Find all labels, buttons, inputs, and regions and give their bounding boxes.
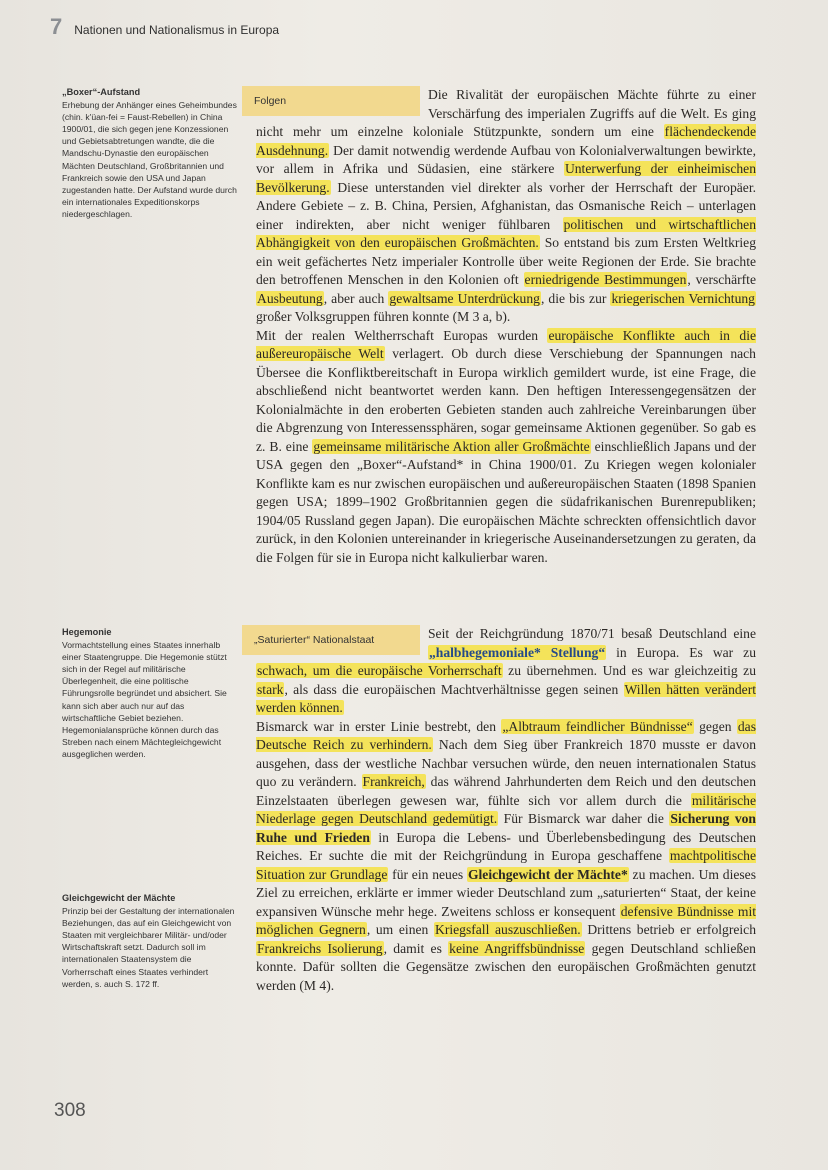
text-run: gegen — [693, 718, 737, 734]
glossary-text: Erhebung der Anhänger eines Geheimbundes (chin. k'üan-fei = Faust-Rebellen) in China 1900/01, die sich gegen jene Konzessionen und Gebietsabtretungen wandte, die die Mandschu-Dynastie den europäischen Mächten Deutschland, Großbritannien und Frankreich sowie den USA und Japan zugestanden hatte. Der Aufstand wurde durch ein internationales Expeditionskorps niedergeschlagen. — [62, 100, 237, 219]
text-run: , damit es — [383, 940, 449, 956]
highlighted-text: militärische Niederlage gegen Deutschland gedemütigt. — [256, 792, 756, 826]
highlighted-text: kriegerischen Vernichtung — [611, 290, 755, 306]
page-number: 308 — [54, 1100, 86, 1121]
text-run: , als dass die europäischen Machtverhältnisse gegen seinen — [284, 681, 624, 697]
glossary-hegemonie — [62, 626, 240, 760]
glossary-text: Prinzip bei der Gestaltung der internationalen Beziehungen, das auf ein Gleichgewicht von Staaten mit vergleichbarer Militär- und/oder Wirtschaftskraft setzt. Dadurch soll im internationalen Staatensystem die Vorherrschaft eines Staates verhindert werden, s. auch S. 172 ff. — [62, 906, 235, 989]
text-run: , verschärfte — [687, 272, 756, 287]
highlighted-text: flächendeckende Ausdehnung. — [256, 124, 756, 158]
highlighted-text: stark — [257, 681, 284, 697]
paragraph — [256, 86, 756, 327]
highlighted-text: Gleichgewicht der Mächte* — [467, 866, 628, 882]
text-run: gegen Deutschland schließen konnte. Dafür sollten die Gegensätze zwischen den europäischen Großmächten genutzt werden (M 4). — [256, 940, 756, 993]
glossary-gleichgewicht — [62, 892, 240, 990]
glossary-term: Hegemonie — [62, 627, 112, 637]
text-run: Drittens betrieb er erfolgreich — [581, 922, 756, 937]
text-run: das während Jahrhunderten dem Reich und den deutschen Einzelstaaten überlegen gewesen war, fühlte sich vor allem durch die — [256, 774, 756, 808]
text-run: , um einen — [366, 922, 434, 937]
paragraph — [256, 718, 756, 996]
text-run: Für Bismarck war daher die — [498, 811, 670, 826]
glossary-term: „Boxer“-Aufstand — [62, 87, 141, 97]
glossary-term: Gleichgewicht der Mächte — [62, 893, 176, 903]
text-run: Seit der Reichgründung 1870/71 besaß Deutschland eine — [428, 626, 756, 641]
marginal-heading-folgen: Folgen — [242, 86, 420, 116]
highlighted-text: Willen hätten verändert werden können. — [256, 681, 756, 715]
text-run: einschließlich Japans und der USA gegen den „Boxer“-Aufstand* in China 1900/01. Zu Kriegen wegen kolonialer Konflikte kam es nur zwischen europäischen und außereuropäischen Staaten (1898 Spanien gegen USA; 1899–1902 Großbritannien gegen die südafrikanischen Burenrepubliken; 1904/05 Russland gegen Japan). Die europäischen Mächte schreckten offensichtlich davor zurück, in den Kolonien untereinander in kriegerische Auseinandersetzungen zu geraten, da die Folgen für sie in Europa nicht kalkulierbar waren. — [256, 438, 756, 565]
highlighted-text: Frankreichs Isolierung — [257, 940, 383, 956]
text-run: , die bis zur — [540, 290, 611, 306]
highlighted-text: Unterwerfung der einheimischen Bevölkerung. — [256, 161, 757, 195]
glossary-text: Vormachtstellung eines Staates innerhalb einer Staatengruppe. Die Hegemonie stützt sich in der Regel auf militärische Überlegenheit, die eine politische Führungsrolle begründet und absichert. Sie kann sich aber auch nur auf das wirtschaftliche Gebiet beziehen. Hegemonialansprüche können durch das Streben nach einem Mächtegleichgewicht ausgeglichen werden. — [62, 640, 227, 759]
page-header — [50, 14, 279, 40]
text-run: Diese unterstanden viel direkter als vorher der Herrschaft der Europäer. Andere Gebiete – z. B. China, Persien, Afghanistan, das Osmanische Reich – unterlagen einer indirekten, aber nicht weniger fühlbaren — [256, 179, 756, 232]
text-run: Nach dem Sieg über Frankreich 1870 musste er davon ausgehen, dass der westliche Nachbar versuchen würde, den neuen internationalen Status quo zu verändern. — [256, 737, 756, 789]
text-run: großer Volksgruppen führen konnte (M 3 a, b). — [256, 309, 511, 324]
highlighted-text: „halbhegemoniale* Stellung“ — [429, 644, 606, 660]
highlighted-text: gewaltsame Unterdrückung — [389, 290, 540, 306]
text-run: zu übernehmen. Und es war gleichzeitig zu — [502, 663, 757, 678]
text-run: in Europa die Lebens- und Überlebensbedingung des Deutschen Reiches. Er suchte die mit der Reichgründung in Europa geschaffene — [256, 829, 756, 863]
section-folgen — [256, 86, 756, 567]
text-run: So entstand bis zum Ersten Weltkrieg ein weit gefächertes Netz imperialer Kontrolle über weite Regionen der Erde. Sie brachte den betroffenen Menschen in den Kolonien oft — [256, 235, 756, 287]
text-run: für ein neues — [388, 866, 467, 882]
text-run: Mit der realen Weltherrschaft Europas wurden — [256, 327, 548, 343]
highlighted-text: das Deutsche Reich zu verhindern. — [256, 718, 756, 752]
text-run: in Europa. Es war zu — [606, 644, 756, 660]
text-run: , aber auch — [323, 290, 389, 306]
highlighted-text: politischen und wirtschaftlichen Abhängigkeit von den europäischen Großmächten. — [256, 216, 756, 250]
paragraph — [256, 327, 756, 568]
text-run: Bismarck war in erster Linie bestrebt, den — [256, 718, 502, 734]
glossary-boxer-aufstand — [62, 86, 240, 220]
section-saturierter-nationalstaat — [256, 625, 756, 995]
highlighted-text: Sicherung von Ruhe und Frieden — [256, 811, 756, 845]
highlighted-text: Kriegsfall auszuschließen. — [435, 922, 581, 937]
chapter-number: 7 — [50, 14, 63, 39]
text-run: zu machen. Um dieses Ziel zu erreichen, erklärte er immer wieder Deutschland zum „saturierten“ Staat, der keine expansiven Wünsche mehr hege. Zweitens schloss er konsequent — [256, 866, 756, 919]
highlighted-text: erniedrigende Bestimmungen — [524, 272, 687, 287]
text-run: Der damit notwendig werdende Aufbau von Kolonialverwaltungen bewirkte, vor allem in Afrika und Südasien, eine stärkere — [256, 142, 756, 176]
marginal-heading-saturiert: „Saturierter“ Nationalstaat — [242, 625, 420, 655]
highlighted-text: europäische Konflikte auch in die außereuropäische Welt — [256, 327, 757, 361]
highlighted-text: Frankreich, — [362, 774, 425, 789]
highlighted-text: machtpolitische Situation zur Grundlage — [256, 848, 756, 882]
highlighted-text: Ausbeutung — [257, 290, 323, 306]
chapter-title: Nationen und Nationalismus in Europa — [74, 23, 280, 37]
highlighted-text: defensive Bündnisse mit möglichen Gegnern — [256, 903, 756, 937]
highlighted-text: schwach, um die europäische Vorherrschaft — [257, 663, 502, 678]
highlighted-text: gemeinsame militärische Aktion aller Großmächte — [313, 438, 590, 454]
text-run: verlagert. Ob durch diese Verschiebung der Spannungen nach Übersee die Konfliktbereitschaft in Europa wirklich gemildert wurde, ist eine Frage, die abschließend nicht beantwortet werden kann. Den heftigen Interessengegensätzen der Kolonialmächte in den eroberten Gebieten standen auch zahlreiche Vereinbarungen über die Abgrenzung von Interessenssphären, sogar gemeinsame Aktionen gegenüber. So gab es z. B. eine — [256, 346, 756, 454]
text-run: Die Rivalität der europäischen Mächte führte zu einer Verschärfung des imperialen Zugriffs auf die Welt. Es ging nicht mehr um einzelne koloniale Stützpunkte, sondern um eine — [256, 87, 756, 139]
highlighted-text: „Albtraum feindlicher Bündnisse“ — [502, 718, 693, 734]
highlighted-text: keine Angriffsbündnisse — [449, 940, 585, 956]
